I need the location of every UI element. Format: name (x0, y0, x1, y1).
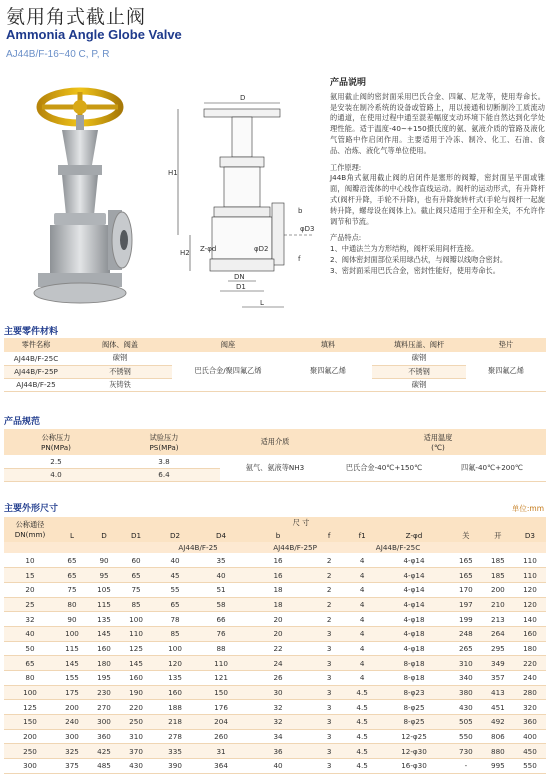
model-cell: AJ44B/F-25 (4, 378, 68, 391)
dim-cell: 335 (152, 744, 198, 759)
dim-cell: 24 (244, 656, 312, 671)
dim-cell: 2 (312, 582, 346, 597)
dn-cell: 15 (4, 568, 56, 583)
dim-cell: 40 (152, 553, 198, 568)
dim-cell: 200 (482, 582, 514, 597)
dim-col-header: D1 (130, 531, 142, 540)
dim-cell: 78 (152, 612, 198, 627)
dim-cell: 4 (346, 553, 378, 568)
dim-cell: 325 (56, 744, 88, 759)
table-row (4, 700, 546, 715)
col-body: 阀体、阀盖 (102, 340, 138, 349)
dim-cell: 100 (56, 626, 88, 641)
dim-cell: 105 (88, 582, 120, 597)
dim-cell: 220 (120, 700, 152, 715)
dim-cell: 185 (482, 568, 514, 583)
dim-cell: 400 (514, 729, 546, 744)
dim-cell: 135 (152, 671, 198, 686)
dn-cell: 80 (4, 671, 56, 686)
dim-col-header: D4 (215, 531, 227, 540)
dim-cell: 75 (120, 582, 152, 597)
dim-cell: 8-φ23 (378, 685, 450, 700)
dim-cell: - (450, 759, 482, 774)
dim-cell: 26 (244, 671, 312, 686)
dim-cell: 300 (56, 729, 88, 744)
dim-cell: 375 (56, 759, 88, 774)
dim-cell: 310 (120, 729, 152, 744)
body-cell: 碳钢 (68, 352, 172, 365)
dim-cell: 120 (152, 656, 198, 671)
table-row (4, 568, 546, 583)
dim-cell: 150 (198, 685, 244, 700)
table-row (4, 744, 546, 759)
feature-item: 1、中通法兰为方形结构，阀杆采用间杆连接。 (330, 244, 479, 254)
label-f: f (298, 255, 301, 263)
label-d3: φD3 (300, 225, 315, 233)
table-row (4, 671, 546, 686)
dimensions-heading: 主要外形尺寸 (4, 504, 59, 514)
col-temp: 适用温度 (℃) (423, 432, 453, 452)
ps-cell: 6.4 (108, 468, 220, 481)
dim-cell: 280 (514, 685, 546, 700)
dim-cell: 390 (152, 759, 198, 774)
dim-cell: 806 (482, 729, 514, 744)
dim-cell: 110 (120, 626, 152, 641)
dim-cell: 4.5 (346, 715, 378, 730)
dim-cell: 320 (514, 700, 546, 715)
label-DN: DN (234, 273, 245, 281)
dim-col-header: f1 (358, 531, 366, 540)
dim-cell: 16 (244, 553, 312, 568)
col-ps: 试验压力 PS(MPa) (149, 432, 179, 452)
dim-cell: 425 (88, 744, 120, 759)
dim-cell: 270 (88, 700, 120, 715)
model-cell: AJ44B/F-25C (4, 352, 68, 365)
dn-cell: 20 (4, 582, 56, 597)
dim-cell: 4-φ14 (378, 582, 450, 597)
dim-cell: 4 (346, 626, 378, 641)
dim-cell: 3 (312, 671, 346, 686)
dim-cell: 220 (514, 656, 546, 671)
dim-cell: 430 (120, 759, 152, 774)
dim-cell: 3 (312, 641, 346, 656)
dim-cell: 730 (450, 744, 482, 759)
dim-col-header: Z-φd (405, 531, 423, 540)
dim-cell: 357 (482, 671, 514, 686)
col-packing: 填料 (320, 340, 336, 349)
dim-cell: 4-φ14 (378, 568, 450, 583)
label-H2: H2 (180, 249, 190, 257)
dim-cell: 135 (88, 612, 120, 627)
dim-cell: 3 (312, 715, 346, 730)
dim-cell: 200 (56, 700, 88, 715)
label-H1: H1 (168, 169, 178, 177)
table-row (4, 759, 546, 774)
table-row (4, 553, 546, 568)
description-heading: 产品说明 (330, 78, 367, 88)
dim-cell: 485 (88, 759, 120, 774)
dim-cell: 65 (56, 553, 88, 568)
col-size-group: 尺 寸 (292, 518, 310, 527)
dim-cell: 140 (514, 612, 546, 627)
dim-cell: 4 (346, 568, 378, 583)
dn-cell: 50 (4, 641, 56, 656)
dim-cell: 370 (120, 744, 152, 759)
label-zd: Z-φd (200, 245, 217, 253)
packing-cell: 聚四氟乙烯 (284, 352, 372, 391)
dim-cell: 55 (152, 582, 198, 597)
dn-cell: 150 (4, 715, 56, 730)
dim-cell: 260 (198, 729, 244, 744)
col-dn: 公称通径 DN(mm) (14, 520, 46, 539)
dim-cell: 4.5 (346, 685, 378, 700)
dim-cell: 264 (482, 626, 514, 641)
dim-cell: 160 (152, 685, 198, 700)
table-row (4, 656, 546, 671)
dim-cell: 160 (88, 641, 120, 656)
dim-cell: 195 (88, 671, 120, 686)
dim-cell: 16-φ30 (378, 759, 450, 774)
label-D1: D1 (236, 283, 246, 291)
dim-cell: 60 (120, 553, 152, 568)
materials-heading: 主要零件材料 (4, 327, 59, 337)
feature-item: 2、阀体密封面部位采用球凸状，与阀瓣以线吻合密封。 (330, 254, 508, 264)
table-row (4, 685, 546, 700)
table-row (4, 626, 546, 641)
dim-cell: 165 (450, 568, 482, 583)
dim-cell: 30 (244, 685, 312, 700)
dn-cell: 65 (4, 656, 56, 671)
dim-cell: 180 (88, 656, 120, 671)
dim-cell: 2 (312, 612, 346, 627)
specs-table (4, 429, 546, 482)
dim-cell: 240 (56, 715, 88, 730)
dim-cell: 121 (198, 671, 244, 686)
work-principle-text: J44B角式氨用截止阀的启闭件是塞形的阀瓣，密封面呈平面或锥面，阀瓣沿流体的中心线作直线运动。阀杆的运动形式，有升降杆式(阀杆升降，手轮不升降)，也有升降旋转杆式(手轮与阀杆一起旋转升降，螺母设在阀体上)。截止阀只适用于全开和全关，不允许作调节和节流。 (330, 173, 545, 226)
model-cell: AJ44B/F-25P (4, 365, 68, 378)
dim-cell: 880 (482, 744, 514, 759)
dim-cell: 550 (450, 729, 482, 744)
unit-label: 单位:mm (511, 504, 544, 513)
dim-cell: 65 (120, 568, 152, 583)
specs-heading: 产品规范 (4, 417, 41, 427)
dim-col-header: D3 (524, 531, 535, 540)
dim-cell: 4-φ18 (378, 626, 450, 641)
dim-cell: 185 (482, 553, 514, 568)
dim-cell: 218 (152, 715, 198, 730)
dim-cell: 3 (312, 626, 346, 641)
dim-cell: 12-φ30 (378, 744, 450, 759)
dim-cell: 380 (450, 685, 482, 700)
dim-cell: 2 (312, 597, 346, 612)
dim-cell: 110 (198, 656, 244, 671)
dim-cell: 32 (244, 715, 312, 730)
dim-cell: 364 (198, 759, 244, 774)
table-row (4, 641, 546, 656)
dim-cell: 210 (482, 597, 514, 612)
dim-cell: 175 (56, 685, 88, 700)
dim-cell: 58 (198, 597, 244, 612)
table-row (4, 597, 546, 612)
valve-photo (10, 85, 160, 315)
dim-cell: 22 (244, 641, 312, 656)
dim-cell: 95 (88, 568, 120, 583)
label-D: D (240, 94, 246, 102)
dn-cell: 100 (4, 685, 56, 700)
gland-cell: 不锈钢 (372, 365, 466, 378)
dim-cell: 35 (198, 553, 244, 568)
dim-cell: 155 (56, 671, 88, 686)
dimension-drawing (162, 85, 330, 320)
dim-cell: 197 (450, 597, 482, 612)
dim-cell: 230 (88, 685, 120, 700)
dim-cell: 170 (450, 582, 482, 597)
table-row (4, 612, 546, 627)
dn-cell: 200 (4, 729, 56, 744)
dim-cell: 176 (198, 700, 244, 715)
dim-cell: 18 (244, 582, 312, 597)
dim-cell: 4-φ18 (378, 612, 450, 627)
dim-cell: 180 (514, 641, 546, 656)
dim-col-header: D (101, 531, 107, 540)
dim-cell: 3 (312, 700, 346, 715)
label-d2: φD2 (254, 245, 269, 253)
dim-cell: 145 (120, 656, 152, 671)
temp-babbitt-cell: 巴氏合金-40℃+150℃ (330, 455, 438, 481)
dim-cell: 34 (244, 729, 312, 744)
gland-cell: 碳钢 (372, 352, 466, 365)
dim-cell: 188 (152, 700, 198, 715)
dim-cell: 20 (244, 626, 312, 641)
dimensions-table (4, 517, 546, 774)
dim-cell: 40 (198, 568, 244, 583)
dim-cell: 4.5 (346, 759, 378, 774)
dim-cell: 85 (120, 597, 152, 612)
subhead-25p: AJ44B/F-25P (273, 543, 317, 552)
dim-cell: 413 (482, 685, 514, 700)
body-cell: 灰铸铁 (68, 378, 172, 391)
dn-cell: 300 (4, 759, 56, 774)
dim-cell: 31 (198, 744, 244, 759)
dim-cell: 8-φ18 (378, 671, 450, 686)
dim-cell: 145 (88, 626, 120, 641)
dim-cell: 4-φ14 (378, 597, 450, 612)
page-title: 氨用角式截止阀 (6, 6, 147, 28)
dn-cell: 10 (4, 553, 56, 568)
dim-cell: 4.5 (346, 729, 378, 744)
dim-cell: 360 (514, 715, 546, 730)
col-gasket: 垫片 (498, 340, 514, 349)
dim-cell: 8-φ18 (378, 656, 450, 671)
dim-cell: 248 (450, 626, 482, 641)
model-range: AJ44B/F-16~40 C, P, R (6, 49, 110, 60)
dim-cell: 80 (56, 597, 88, 612)
dim-cell: 349 (482, 656, 514, 671)
dim-cell: 310 (450, 656, 482, 671)
dim-cell: 213 (482, 612, 514, 627)
dim-cell: 199 (450, 612, 482, 627)
dim-cell: 90 (88, 553, 120, 568)
dim-cell: 4.5 (346, 700, 378, 715)
dim-cell: 4 (346, 656, 378, 671)
dim-cell: 265 (450, 641, 482, 656)
label-b: b (298, 207, 303, 215)
dim-cell: 75 (56, 582, 88, 597)
dim-cell: 8-φ25 (378, 715, 450, 730)
subhead-25: AJ44B/F-25 (178, 543, 218, 552)
dim-cell: 2 (312, 568, 346, 583)
dim-cell: 550 (514, 759, 546, 774)
feature-item: 3、密封面采用巴氏合金，密封性能好，使用寿命长。 (330, 265, 500, 275)
dim-cell: 995 (482, 759, 514, 774)
dim-cell: 165 (450, 553, 482, 568)
dim-cell: 18 (244, 597, 312, 612)
col-part-name: 零件名称 (21, 340, 51, 349)
body-cell: 不锈钢 (68, 365, 172, 378)
dim-col-header: b (275, 531, 281, 540)
temp-ptfe-cell: 四氟-40℃+200℃ (438, 455, 546, 481)
dim-col-header: 开 (494, 530, 502, 540)
dim-cell: 4 (346, 671, 378, 686)
dim-cell: 4.5 (346, 744, 378, 759)
dim-cell: 125 (120, 641, 152, 656)
dim-cell: 451 (482, 700, 514, 715)
dim-cell: 160 (514, 626, 546, 641)
gasket-cell: 聚四氟乙烯 (466, 352, 546, 391)
dim-cell: 32 (244, 700, 312, 715)
pn-cell: 2.5 (4, 455, 108, 468)
dim-cell: 430 (450, 700, 482, 715)
dim-cell: 4 (346, 641, 378, 656)
dim-col-header: D2 (169, 531, 181, 540)
label-L: L (260, 299, 264, 307)
dim-cell: 12-φ25 (378, 729, 450, 744)
dim-cell: 340 (450, 671, 482, 686)
dn-cell: 32 (4, 612, 56, 627)
features-heading: 产品特点: (330, 233, 362, 243)
dim-cell: 100 (152, 641, 198, 656)
dim-cell: 51 (198, 582, 244, 597)
media-cell: 氨气、氨液等NH3 (220, 455, 330, 481)
dim-cell: 85 (152, 626, 198, 641)
dim-cell: 190 (120, 685, 152, 700)
dim-cell: 4-φ14 (378, 553, 450, 568)
dim-cell: 90 (56, 612, 88, 627)
dim-col-header: f (327, 531, 331, 540)
dim-cell: 40 (244, 759, 312, 774)
dim-cell: 295 (482, 641, 514, 656)
dim-cell: 492 (482, 715, 514, 730)
dim-cell: 120 (514, 597, 546, 612)
col-gland: 填料压盖、阀杆 (393, 340, 445, 349)
dn-cell: 250 (4, 744, 56, 759)
seat-cell: 巴氏合金/聚四氟乙烯 (172, 352, 284, 391)
dim-col-header: L (70, 531, 75, 540)
description-text: 氨用截止阀的密封面采用巴氏合金、四氟、尼龙等，使用寿命长。是安装在制冷系统的设备或管路上，用以接通和切断制冷工质流动的通道，在使用过程中通至混差幅度支动环境下能自然达到化学处理性能。适于温度-40~+150摄氏度的氨、氨液介质的管路及液化气管路中作启闭作用。主要适用于冷冻、制冷、化工、石油、食品、冶炼、液化气等单位使用。 (330, 91, 545, 155)
dim-col-header: 关 (462, 530, 470, 540)
dim-cell: 4 (346, 612, 378, 627)
dim-cell: 65 (56, 568, 88, 583)
subhead-25c: AJ44B/F-25C (375, 543, 421, 552)
product-description (330, 78, 545, 277)
dim-cell: 3 (312, 656, 346, 671)
gland-cell: 碳钢 (372, 378, 466, 391)
dim-cell: 360 (88, 729, 120, 744)
dim-cell: 115 (88, 597, 120, 612)
work-principle-heading: 工作原理: (330, 162, 362, 172)
dn-cell: 40 (4, 626, 56, 641)
dim-cell: 88 (198, 641, 244, 656)
dim-cell: 4-φ18 (378, 641, 450, 656)
ps-cell: 3.8 (108, 455, 220, 468)
dim-cell: 3 (312, 685, 346, 700)
dim-cell: 115 (56, 641, 88, 656)
dim-cell: 36 (244, 744, 312, 759)
dim-cell: 110 (514, 553, 546, 568)
dim-cell: 76 (198, 626, 244, 641)
dim-cell: 66 (198, 612, 244, 627)
dim-cell: 3 (312, 759, 346, 774)
dim-cell: 160 (120, 671, 152, 686)
page-title-english: Ammonia Angle Globe Valve (6, 27, 182, 42)
dim-cell: 8-φ25 (378, 700, 450, 715)
col-seat: 阀座 (220, 340, 236, 349)
dim-cell: 4 (346, 582, 378, 597)
dim-cell: 145 (56, 656, 88, 671)
dim-cell: 16 (244, 568, 312, 583)
materials-table (4, 338, 546, 392)
dim-cell: 110 (514, 568, 546, 583)
pn-cell: 4.0 (4, 468, 108, 481)
dim-cell: 65 (152, 597, 198, 612)
dim-cell: 120 (514, 582, 546, 597)
dim-cell: 3 (312, 744, 346, 759)
dim-cell: 20 (244, 612, 312, 627)
table-row (4, 582, 546, 597)
dim-cell: 250 (120, 715, 152, 730)
dim-cell: 3 (312, 729, 346, 744)
dim-cell: 240 (514, 671, 546, 686)
table-row (4, 715, 546, 730)
dn-cell: 125 (4, 700, 56, 715)
dim-cell: 450 (514, 744, 546, 759)
col-pn: 公称压力 PN(MPa) (41, 432, 71, 452)
dim-cell: 100 (120, 612, 152, 627)
dim-cell: 2 (312, 553, 346, 568)
dim-cell: 300 (88, 715, 120, 730)
dim-cell: 505 (450, 715, 482, 730)
dn-cell: 25 (4, 597, 56, 612)
col-media: 适用介质 (260, 437, 290, 446)
dim-cell: 278 (152, 729, 198, 744)
dim-cell: 45 (152, 568, 198, 583)
table-row (4, 729, 546, 744)
dim-cell: 204 (198, 715, 244, 730)
dim-cell: 4 (346, 597, 378, 612)
